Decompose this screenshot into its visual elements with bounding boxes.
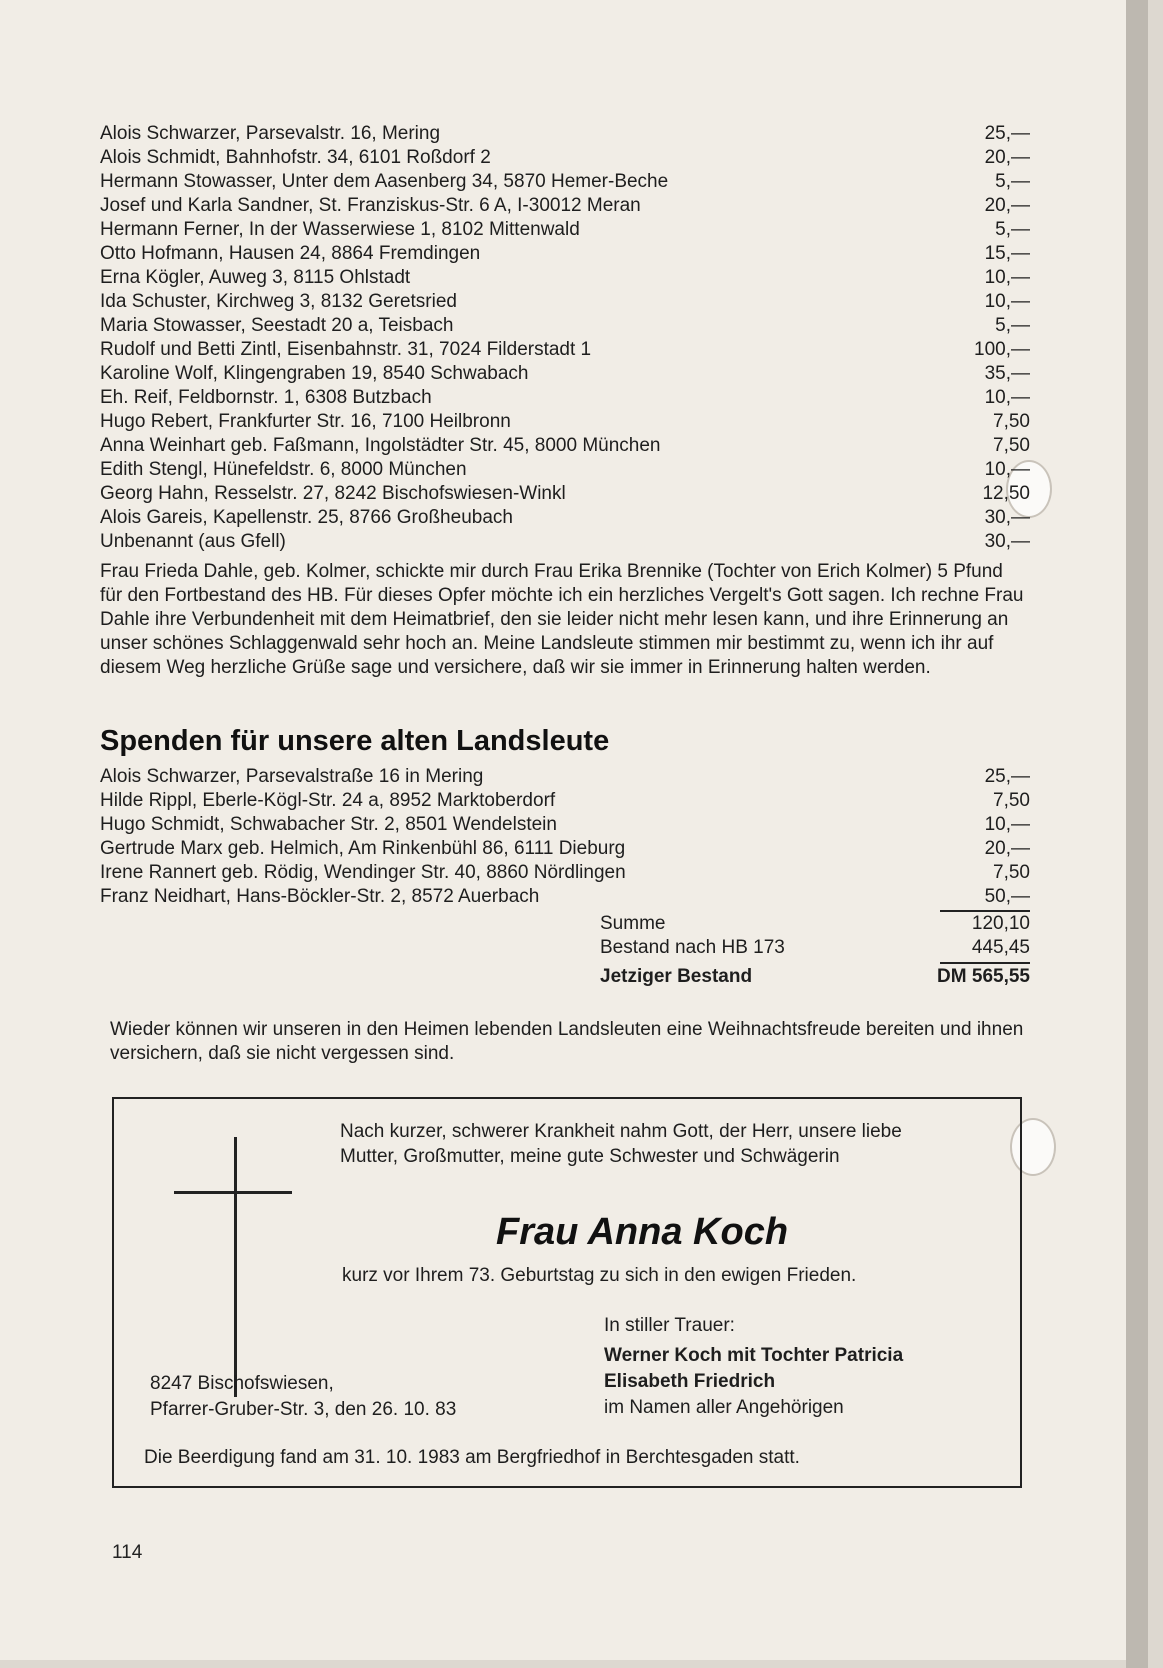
- donation-row: [100, 386, 1030, 410]
- donation-amount: 50,—: [984, 886, 1030, 907]
- donation-row: [100, 506, 1030, 530]
- donor-entry: Gertrude Marx geb. Helmich, Am Rinkenbühl 86, 6111 Dieburg: [100, 838, 626, 859]
- donation-row: [100, 410, 1030, 434]
- donation-amount: 100,—: [974, 339, 1030, 360]
- obituary-box: [112, 1097, 1022, 1488]
- donor-entry: Eh. Reif, Feldbornstr. 1, 6308 Butzbach: [100, 387, 432, 408]
- donor-entry: Georg Hahn, Resselstr. 27, 8242 Bischofswiesen-Winkl: [100, 483, 566, 504]
- donation-row: [100, 314, 1030, 338]
- donation-row: [100, 458, 1030, 482]
- mourning-label: In stiller Trauer:: [604, 1315, 735, 1336]
- donor-entry: Alois Schwarzer, Parsevalstraße 16 in Mering: [100, 766, 484, 787]
- donation-amount: 12,50: [982, 483, 1030, 504]
- obituary-address-date: Pfarrer-Gruber-Str. 3, den 26. 10. 83: [150, 1399, 457, 1420]
- donation-amount: 30,—: [984, 531, 1030, 552]
- donation-amount: 5,—: [995, 219, 1030, 240]
- donor-entry: Anna Weinhart geb. Faßmann, Ingolstädter Str. 45, 8000 München: [100, 435, 661, 456]
- donation-amount: 15,—: [984, 243, 1030, 264]
- donor-entry: Josef und Karla Sandner, St. Franziskus-Str. 6 A, I-30012 Meran: [100, 195, 641, 216]
- donation-amount: 7,50: [993, 862, 1030, 883]
- donor-entry: Alois Schmidt, Bahnhofstr. 34, 6101 Roßdorf 2: [100, 147, 491, 168]
- donor-entry: Karoline Wolf, Klingengraben 19, 8540 Schwabach: [100, 363, 529, 384]
- current-balance-value: DM 565,55: [937, 966, 1030, 987]
- donor-entry: Rudolf und Betti Zintl, Eisenbahnstr. 31, 7024 Filderstadt 1: [100, 339, 592, 360]
- donation-amount: 5,—: [995, 171, 1030, 192]
- previous-balance-row: [600, 937, 1030, 959]
- donation-row: [100, 194, 1030, 218]
- total-rule: [940, 962, 1030, 964]
- current-balance-label: Jetziger Bestand: [600, 966, 753, 987]
- donation-row: [100, 434, 1030, 458]
- section-heading-landsleute: Spenden für unsere alten Landsleute: [100, 725, 610, 757]
- donation-row: [100, 170, 1030, 194]
- donor-entry: Ida Schuster, Kirchweg 3, 8132 Geretsried: [100, 291, 457, 312]
- donor-entry: Hilde Rippl, Eberle-Kögl-Str. 24 a, 8952 Marktoberdorf: [100, 790, 556, 811]
- deceased-name: Frau Anna Koch: [496, 1211, 789, 1253]
- donor-entry: Hermann Ferner, In der Wasserwiese 1, 8102 Mittenwald: [100, 219, 580, 240]
- donation-amount: 5,—: [995, 315, 1030, 336]
- donation-list-landsleute: [100, 765, 1030, 909]
- donation-row: [100, 482, 1030, 506]
- donor-entry: Hugo Schmidt, Schwabacher Str. 2, 8501 Wendelstein: [100, 814, 557, 835]
- donor-entry: Hugo Rebert, Frankfurter Str. 16, 7100 Heilbronn: [100, 411, 511, 432]
- donor-entry: Franz Neidhart, Hans-Böckler-Str. 2, 8572 Auerbach: [100, 886, 540, 907]
- donation-row: [100, 530, 1030, 554]
- obituary-place: 8247 Bischofswiesen,: [150, 1373, 334, 1394]
- donor-entry: Alois Schwarzer, Parsevalstr. 16, Mering: [100, 123, 441, 144]
- donation-amount: 10,—: [984, 459, 1030, 480]
- donation-amount: 20,—: [984, 838, 1030, 859]
- previous-balance-label: Bestand nach HB 173: [600, 937, 785, 958]
- donation-row: [100, 861, 1030, 885]
- donation-row: [100, 837, 1030, 861]
- mourner-3: im Namen aller Angehörigen: [604, 1397, 844, 1418]
- donation-row: [100, 218, 1030, 242]
- donor-entry: Unbenannt (aus Gfell): [100, 531, 286, 552]
- donation-row: [100, 362, 1030, 386]
- sum-label: Summe: [600, 913, 666, 934]
- donor-entry: Otto Hofmann, Hausen 24, 8864 Fremdingen: [100, 243, 481, 264]
- donation-amount: 35,—: [984, 363, 1030, 384]
- donation-row: [100, 146, 1030, 170]
- donation-amount: 7,50: [993, 411, 1030, 432]
- donation-amount: 10,—: [984, 291, 1030, 312]
- funeral-notice: Die Beerdigung fand am 31. 10. 1983 am Bergfriedhof in Berchtesgaden statt.: [144, 1447, 800, 1468]
- donor-entry: Alois Gareis, Kapellenstr. 25, 8766 Großheubach: [100, 507, 513, 528]
- cross-icon: [234, 1137, 237, 1397]
- sum-row: [600, 913, 1030, 935]
- cross-icon-bar: [174, 1191, 292, 1194]
- donation-row: [100, 813, 1030, 837]
- donation-row: [100, 242, 1030, 266]
- donation-row: [100, 789, 1030, 813]
- donation-amount: 25,—: [984, 123, 1030, 144]
- donation-amount: 10,—: [984, 814, 1030, 835]
- sum-rule: [940, 910, 1030, 912]
- donor-entry: Edith Stengl, Hünefeldstr. 6, 8000 München: [100, 459, 467, 480]
- donation-amount: 25,—: [984, 766, 1030, 787]
- donation-list-fortbestand: [100, 122, 1030, 554]
- donation-amount: 10,—: [984, 387, 1030, 408]
- previous-balance-value: 445,45: [971, 937, 1030, 958]
- obituary-subline: kurz vor Ihrem 73. Geburtstag zu sich in den ewigen Frieden.: [342, 1265, 857, 1286]
- sum-value: 120,10: [971, 913, 1030, 934]
- donation-row: [100, 765, 1030, 789]
- dahle-paragraph: Frau Frieda Dahle, geb. Kolmer, schickte mir durch Frau Erika Brennike (Tochter von Erich Kolmer) 5 Pfund für den Fortbestand des HB. Für dieses Opfer möchte ich ein herzliches Vergelt's Gott sagen. Ich rechne Frau Dahle ihre Verbundenheit mit dem Heimatbrief, den sie leider nicht mehr lesen kann, und ihre Erinnerung an unser schönes Schlaggenwald sehr hoch an. Meine Landsleute stimmen mir bestimmt zu, wenn ich ihr auf diesem Weg herzliche Grüße sage und versichere, daß wir sie immer in Erinnerung halten werden.: [100, 561, 1024, 678]
- mourner-2: Elisabeth Friedrich: [604, 1371, 776, 1392]
- donation-amount: 30,—: [984, 507, 1030, 528]
- donation-row: [100, 290, 1030, 314]
- christmas-paragraph: Wieder können wir unseren in den Heimen lebenden Landsleuten eine Weihnachtsfreude bereiten und ihnen versichern, daß sie nicht vergessen sind.: [110, 1019, 1024, 1064]
- donation-amount: 7,50: [993, 790, 1030, 811]
- page-number: 114: [112, 1542, 143, 1563]
- donation-row: [100, 885, 1030, 909]
- donation-amount: 20,—: [984, 147, 1030, 168]
- donation-amount: 7,50: [993, 435, 1030, 456]
- donor-entry: Erna Kögler, Auweg 3, 8115 Ohlstadt: [100, 267, 411, 288]
- binding-edge: [1126, 0, 1148, 1668]
- donor-entry: Hermann Stowasser, Unter dem Aasenberg 34, 5870 Hemer-Beche: [100, 171, 669, 192]
- donation-row: [100, 266, 1030, 290]
- donation-amount: 20,—: [984, 195, 1030, 216]
- current-balance-row: [600, 966, 1030, 988]
- donation-row: [100, 338, 1030, 362]
- donor-entry: Maria Stowasser, Seestadt 20 a, Teisbach: [100, 315, 454, 336]
- donation-amount: 10,—: [984, 267, 1030, 288]
- obituary-intro: Nach kurzer, schwerer Krankheit nahm Gott, der Herr, unsere liebe Mutter, Großmutter, meine gute Schwester und Schwägerin: [340, 1121, 902, 1167]
- donor-entry: Irene Rannert geb. Rödig, Wendinger Str. 40, 8860 Nördlingen: [100, 862, 626, 883]
- mourner-1: Werner Koch mit Tochter Patricia: [604, 1345, 904, 1366]
- donation-row: [100, 122, 1030, 146]
